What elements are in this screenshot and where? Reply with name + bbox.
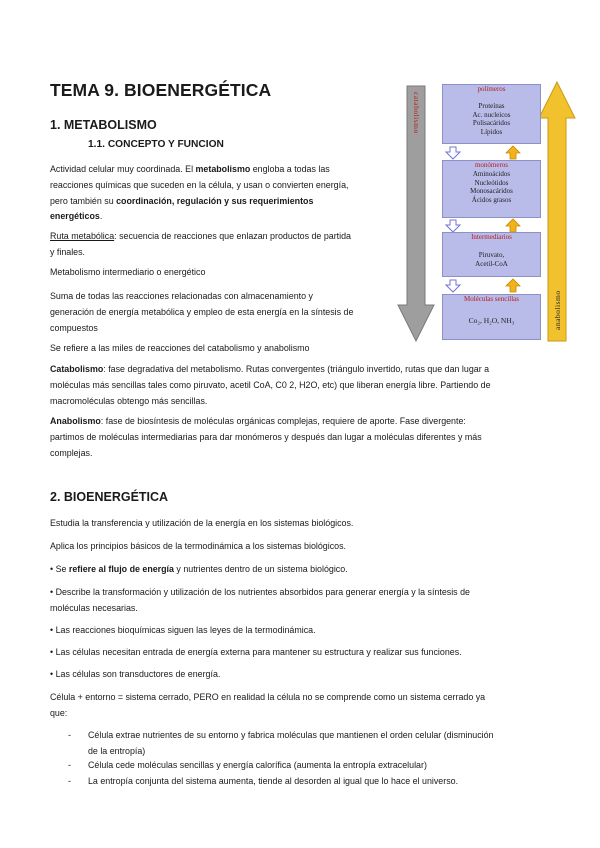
paragraph-aplica: Aplica los principios básicos de la termodinámica a los sistemas biológicos. bbox=[50, 541, 346, 551]
small-down-arrow bbox=[446, 220, 460, 232]
small-up-arrow bbox=[506, 219, 520, 232]
paragraph-metabolismo: Actividad celular muy coordinada. El metabolismo engloba a todas las reacciones químicas que suceden en la célula, y usan o convierten energía, pero también su coordinación, regulación y sus requerimientos energéticos. bbox=[50, 164, 349, 222]
bullet-flujo-energia: • Se refiere al flujo de energía y nutrientes dentro de un sistema biológico. bbox=[50, 564, 348, 574]
dash-item-extrae: Célula extrae nutrientes de su entorno y fabrica moléculas que mantienen el orden celular (disminución de la entropía) bbox=[88, 730, 494, 756]
paragraph-estudia: Estudia la transferencia y utilización de la energía en los sistemas biológicos. bbox=[50, 518, 354, 528]
paragraph-intermediario: Metabolismo intermediario o energético bbox=[50, 267, 206, 277]
catabolismo-label: catabolismo bbox=[412, 92, 421, 134]
small-down-arrow bbox=[446, 280, 460, 292]
diagram-box-intermediarios: Intermediarios Piruvato, Acetil-CoA bbox=[442, 232, 541, 277]
dash-item-entropia: La entropía conjunta del sistema aumenta, tiende al desorden al igual que lo hace el universo. bbox=[88, 776, 459, 786]
diagram-box-polimeros: polímeros Proteínas Ac. nucleicos Polisacáridos Lípidos bbox=[442, 84, 541, 144]
bullet-transductores: • Las células son transductores de energía. bbox=[50, 669, 221, 679]
bullet-reacciones: • Las reacciones bioquímicas siguen las leyes de la termodinámica. bbox=[50, 625, 316, 635]
bullet-energia-externa: • Las células necesitan entrada de energía externa para mantener su estructura y realizar sus funciones. bbox=[50, 647, 462, 657]
paragraph-suma: Suma de todas las reacciones relacionadas con almacenamiento y generación de energía metabólica y empleo de esta energía en la síntesis de compuestos bbox=[50, 291, 354, 333]
section-heading-bioenergetica: 2. BIOENERGÉTICA bbox=[50, 490, 169, 504]
dash-marker: - bbox=[68, 730, 71, 740]
small-up-arrow bbox=[506, 279, 520, 292]
section-heading-metabolismo: 1. METABOLISMO bbox=[50, 118, 157, 132]
diagram-box-moleculas-sencillas: Moléculas sencillas Co₂, H₂O, NH₃ bbox=[442, 294, 541, 340]
paragraph-anabolismo: Anabolismo: fase de biosíntesis de moléculas orgánicas complejas, requiere de aporte. Fase divergente: partimos de moléculas intermediarias para dar monómeros y después dan lugar a moléculas diferentes y más complejas. bbox=[50, 416, 482, 458]
page-title: TEMA 9. BIOENERGÉTICA bbox=[50, 80, 272, 100]
paragraph-refiere: Se refiere a las miles de reacciones del catabolismo y anabolismo bbox=[50, 343, 310, 353]
subsection-heading-concepto: 1.1. CONCEPTO Y FUNCION bbox=[88, 139, 224, 150]
bullet-transformacion: • Describe la transformación y utilización de los nutrientes absorbidos para generar energía y la síntesis de moléculas necesarias. bbox=[50, 587, 470, 613]
anabolismo-label: anabolismo bbox=[553, 290, 562, 330]
dash-marker: - bbox=[68, 776, 71, 786]
small-up-arrow bbox=[506, 146, 520, 159]
paragraph-ruta-metabolica: Ruta metabólica: secuencia de reacciones que enlazan productos de partida y finales. bbox=[50, 231, 351, 257]
paragraph-catabolismo: Catabolismo: fase degradativa del metabolismo. Rutas convergentes (triángulo invertido, rutas que dan lugar a moléculas más sencillas tales como piruvato, acetil CoA, C0 2, H2O, etc) que liberan energía libre. Partiendo de macromoléculas obtengo más sencillas. bbox=[50, 364, 491, 406]
dash-item-cede: Célula cede moléculas sencillas y energía calorífica (aumenta la entropía extracelular) bbox=[88, 760, 427, 770]
diagram-box-monomeros: monómeros Aminoácidos Nucleótidos Monosacáridos Ácidos grasos bbox=[442, 160, 541, 218]
paragraph-celula-entorno: Célula + entorno = sistema cerrado, PERO en realidad la célula no se comprende como un sistema cerrado ya que: bbox=[50, 692, 486, 718]
small-down-arrow bbox=[446, 147, 460, 159]
dash-marker: - bbox=[68, 760, 71, 770]
